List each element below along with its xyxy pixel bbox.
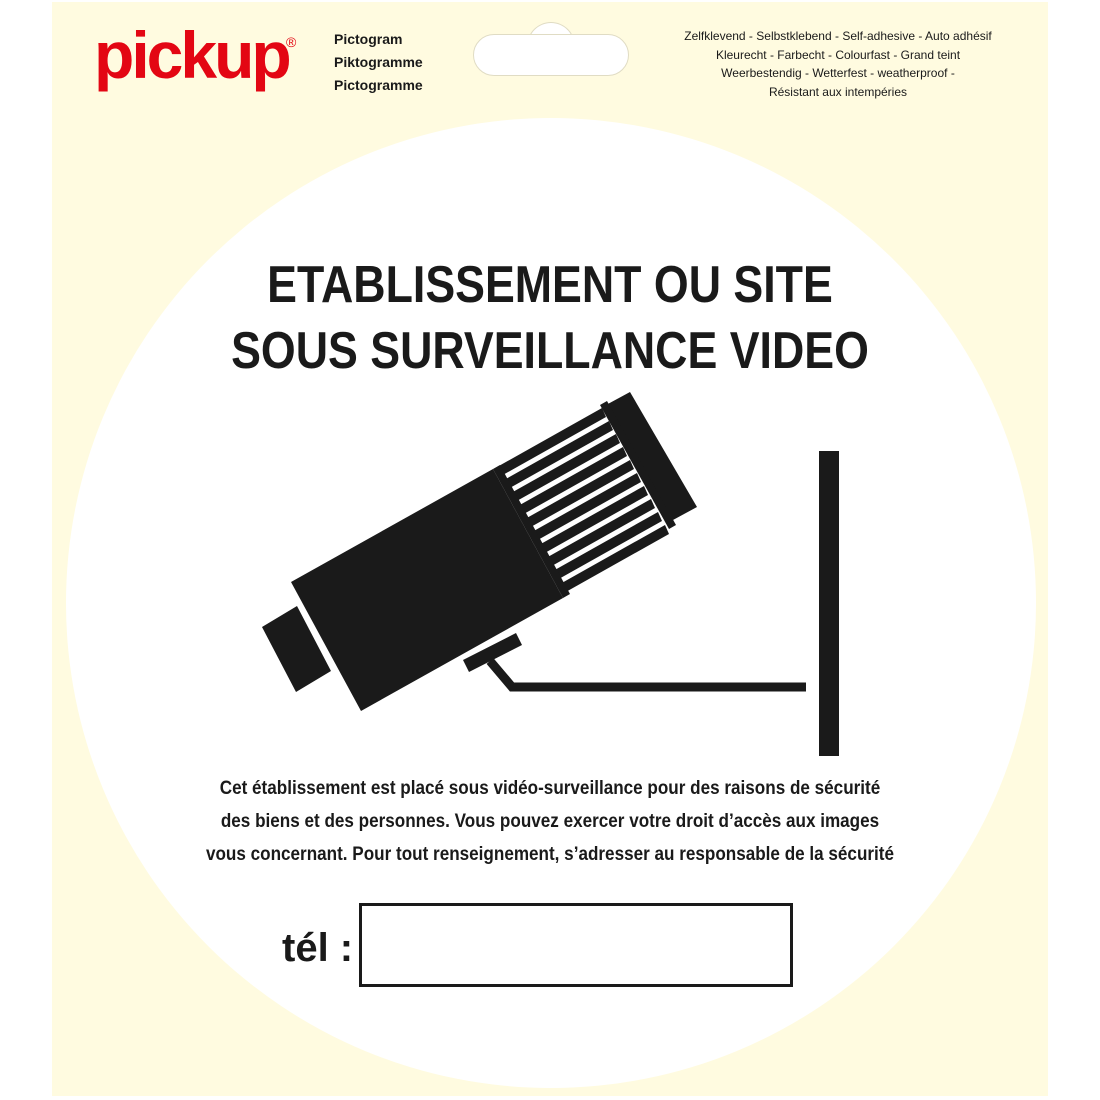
sign-title-line-2: SOUS SURVEILLANCE VIDEO	[231, 322, 869, 380]
feature-line: Weerbestendig - Wetterfest - weatherproof -	[721, 66, 955, 80]
tel-label: tél :	[282, 926, 354, 970]
feature-line: Résistant aux intempéries	[768, 84, 908, 99]
sign-title-line-1: ETABLISSEMENT OU SITE	[267, 256, 833, 314]
notice-line-3: vous concernant. Pour tout renseignement, s’adresser au responsable de la sécurité	[205, 844, 895, 865]
registered-mark: ®	[286, 34, 297, 50]
wall-post	[819, 451, 839, 756]
notice-line-1: Cet établissement est placé sous vidéo-surveillance pour des raisons de sécurité	[219, 778, 881, 799]
product-features	[652, 27, 1024, 101]
security-camera-icon	[250, 385, 850, 765]
brand-logo: pickup	[94, 18, 289, 92]
pictogram-labels	[334, 28, 464, 97]
sign-notice	[181, 772, 919, 871]
hang-hole	[473, 34, 629, 76]
notice-line-2: des biens et des personnes. Vous pouvez exercer votre droit d’accès aux images	[220, 811, 880, 832]
pictogram-label-de: Piktogramme	[334, 54, 423, 70]
mount-arm	[490, 661, 806, 687]
pictogram-label-nl: Pictogram	[334, 31, 403, 47]
feature-line: Zelfklevend - Selbstklebend - Self-adhesive - Auto adhésif	[684, 29, 992, 43]
tel-write-in-box	[359, 903, 793, 987]
sign-title	[197, 252, 902, 384]
pictogram-label-fr: Pictogramme	[334, 77, 423, 93]
feature-line: Kleurecht - Farbecht - Colourfast - Grand teint	[715, 47, 961, 62]
